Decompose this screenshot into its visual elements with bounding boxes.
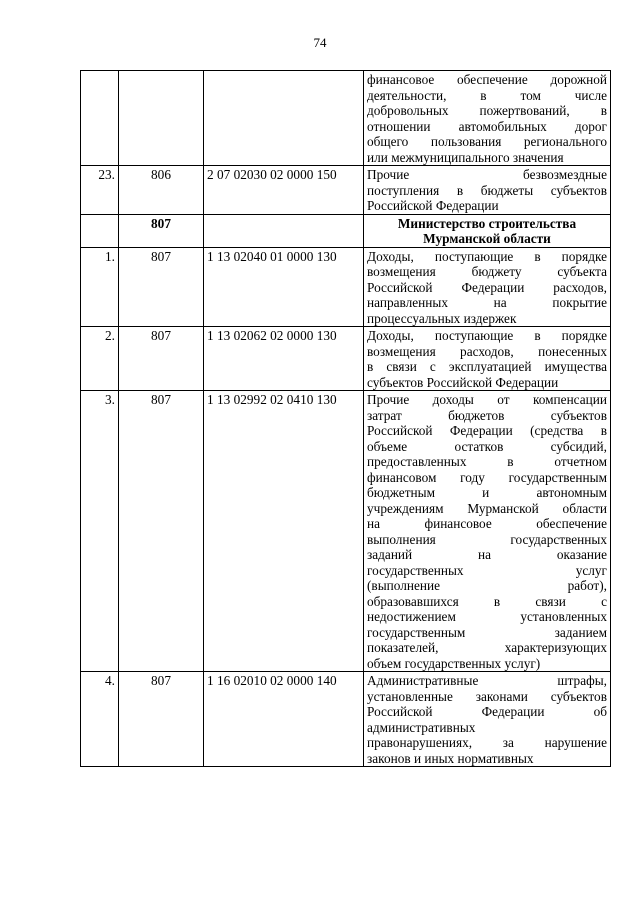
description-line: установленные законами субъектов (367, 688, 607, 704)
table-row (81, 327, 611, 391)
description-line: государственных услуг (367, 562, 607, 578)
row-number-cell: 3. (81, 391, 119, 672)
row-number-cell: 2. (81, 327, 119, 391)
description-line: образовавшихся в связи с (367, 593, 607, 609)
description-line: объем государственных услуг) (367, 655, 541, 671)
description-line: правонарушениях, за нарушение (367, 735, 607, 750)
section-header-row (81, 214, 611, 247)
description-line: в связи с эксплуатацией имущества (367, 359, 607, 374)
description-line: показателей, характеризующих (367, 640, 607, 655)
admin-code-cell: 807 (119, 214, 204, 247)
description-line: учреждениям Мурманской области (367, 500, 607, 516)
table-row (81, 166, 611, 215)
description-cell (364, 247, 611, 327)
description-line: Прочие доходы от компенсации (367, 392, 607, 407)
budget-class-code-cell (204, 214, 364, 247)
description-line: деятельности, в том числе (367, 87, 607, 103)
description-cell (364, 327, 611, 391)
admin-code-cell: 807 (119, 391, 204, 672)
description-line: Российской Федерации (средства в (367, 423, 607, 438)
description-line: возмещения расходов, понесенных (367, 343, 607, 359)
description-line: добровольных пожертвований, в (367, 103, 607, 118)
description-line: общего пользования регионального (367, 134, 607, 149)
admin-code-cell (119, 71, 204, 166)
description-line: административных (367, 719, 476, 735)
description-line: на финансовое обеспечение (367, 516, 607, 531)
description-line: заданий на оказание (367, 547, 607, 562)
description-line: Мурманской области (423, 231, 551, 246)
description-cell (364, 166, 611, 215)
description-line: Доходы, поступающие в порядке (367, 328, 607, 343)
budget-class-code-cell: 2 07 02030 02 0000 150 (204, 166, 364, 215)
description-line: финансовом году государственным (367, 469, 607, 485)
table-body (81, 71, 611, 767)
budget-class-code-cell: 1 13 02062 02 0000 130 (204, 327, 364, 391)
admin-code-cell: 806 (119, 166, 204, 215)
description-line: Министерство строительства (397, 215, 577, 231)
row-number-cell: 1. (81, 247, 119, 327)
description-line: объеме остатков субсидий, (367, 438, 607, 454)
description-line: Российской Федерации расходов, (367, 279, 607, 295)
description-line: выполнения государственных (367, 531, 607, 547)
description-line: процессуальных издержек (367, 310, 517, 326)
admin-code-cell: 807 (119, 672, 204, 767)
description-line: направленных на покрытие (367, 295, 607, 310)
section-title-cell (364, 214, 611, 247)
description-line: Российской Федерации об (367, 704, 607, 719)
description-line: Административные штрафы, (367, 673, 607, 688)
description-line: возмещения бюджету субъекта (367, 264, 607, 279)
budget-class-code-cell: 1 16 02010 02 0000 140 (204, 672, 364, 767)
row-number-cell (81, 214, 119, 247)
description-line: Доходы, поступающие в порядке (367, 248, 607, 264)
description-cell (364, 71, 611, 166)
table-row (81, 391, 611, 672)
row-number-cell: 4. (81, 672, 119, 767)
row-number-cell: 23. (81, 166, 119, 215)
table-row (81, 672, 611, 767)
description-line: или межмуниципального значения (367, 149, 564, 165)
admin-code-cell: 807 (119, 327, 204, 391)
description-line: бюджетным и автономным (367, 485, 607, 500)
row-number-cell (81, 71, 119, 166)
description-line: предоставленных в отчетном (367, 454, 607, 469)
description-line: поступления в бюджеты субъектов (367, 182, 607, 198)
description-line: затрат бюджетов субъектов (367, 407, 607, 423)
table-row (81, 247, 611, 327)
budget-class-code-cell: 1 13 02040 01 0000 130 (204, 247, 364, 327)
description-line: отношении автомобильных дорог (367, 118, 607, 134)
description-cell (364, 672, 611, 767)
description-line: государственным заданием (367, 624, 607, 640)
description-line: Российской Федерации (367, 198, 499, 213)
description-line: субъектов Российской Федерации (367, 374, 559, 390)
admin-code-cell: 807 (119, 247, 204, 327)
description-line: законов и иных нормативных (367, 750, 534, 766)
page-number: 74 (313, 35, 327, 50)
revenue-codes-table (80, 70, 611, 767)
description-line: Прочие безвозмездные (367, 167, 607, 182)
budget-class-code-cell: 1 13 02992 02 0410 130 (204, 391, 364, 672)
description-line: финансовое обеспечение дорожной (367, 72, 607, 87)
description-cell (364, 391, 611, 672)
description-line: недостижением установленных (367, 609, 607, 624)
description-line: (выполнение работ), (367, 578, 607, 593)
budget-class-code-cell (204, 71, 364, 166)
table-row (81, 71, 611, 166)
